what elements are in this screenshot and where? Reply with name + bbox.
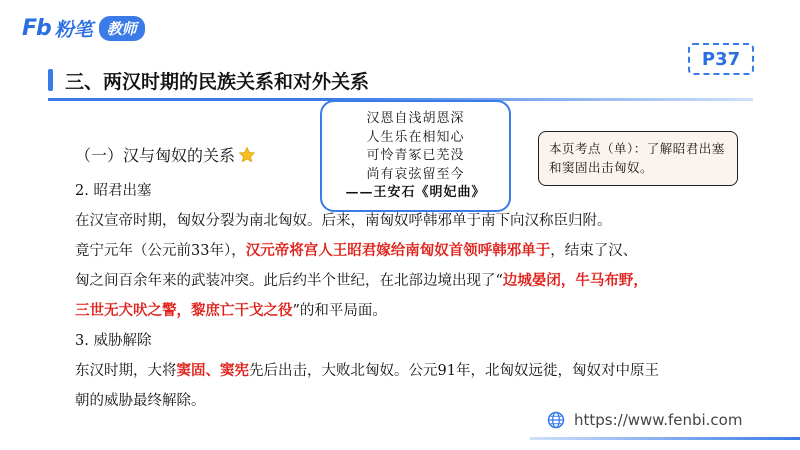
url-text[interactable]: https://www.fenbi.com [574,411,743,429]
paragraph-line [75,296,387,326]
highlight-text: 汉元帝将宫人王昭君嫁给南匈奴首领呼韩邪单于 [245,242,551,259]
title-text: 三、两汉时期的民族关系和对外关系 [65,70,370,93]
poem-attribution: ——王安石《明妃曲》 [345,185,486,200]
text-run: 东汉时期，大将 [75,363,177,379]
section-heading [75,143,256,166]
text-run: 匈之间百余年来的武装冲突。此后约半个世纪，在北部边境出现了“ [75,273,503,289]
logo-text: 粉笔 [54,18,93,41]
poem-line: 人生乐在相知心 [366,129,465,145]
exam-point-note: 本页考点（单）：了解昭君出塞和窦固出击匈奴。 [538,131,738,186]
footer-url[interactable] [546,405,742,435]
slide-title [48,66,369,94]
paragraph-line: 在汉宣帝时期，匈奴分裂为南北匈奴。后来，南匈奴呼韩邪单于南下向汉称臣归附。 [75,213,612,229]
title-accent-bar [48,69,53,91]
poem-line: 尚有哀弦留至今 [366,166,465,182]
text-run: 竟宁元年（公元前33年）， [75,243,246,259]
poem-line: 汉恩自浅胡恩深 [366,111,465,126]
paragraph-line [75,356,659,386]
text-run: ”的和平局面。 [292,303,387,319]
paragraph-line [75,266,648,296]
subheading-threat: 3. 威胁解除 [75,333,152,349]
poem-line: 可怜青冢已芜没 [366,148,465,163]
highlight-text: 三世无犬吠之警，黎庶亡干戈之役 [75,302,293,319]
text-run: 先后出击，大败北匈奴。公元91年，北匈奴远徙，匈奴对中原王 [249,363,659,379]
logo-mark: Fb [22,15,51,41]
text-run: ，结束了汉、 [550,243,638,259]
highlight-text: 边城晏闭，牛马布野， [502,272,648,289]
section-heading-text: （一）汉与匈奴的关系 [75,146,236,165]
paragraph-line [75,236,637,266]
page-number: P37 [688,43,754,75]
highlight-text: 窦固、窦宪 [176,362,249,379]
paragraph-line: 朝的威胁最终解除。 [75,393,206,409]
logo-badge: 教师 [99,16,145,41]
footer-accent-bar [530,437,800,440]
star-icon [238,146,256,164]
fenbi-logo [22,13,145,43]
globe-icon [546,410,566,430]
subheading-zhaojun: 2. 昭君出塞 [75,183,152,199]
poem-box [320,100,511,212]
